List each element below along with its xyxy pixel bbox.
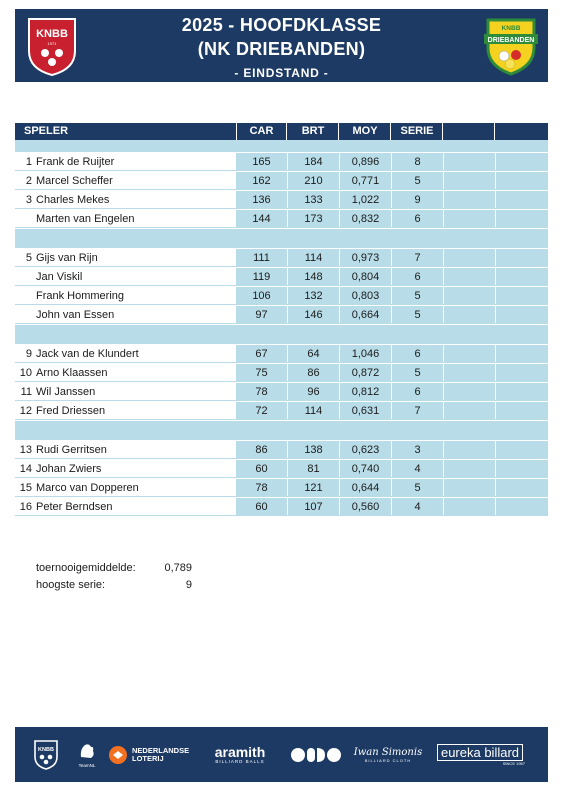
empty-cell <box>444 287 495 304</box>
player-name: Johan Zwiers <box>35 460 235 477</box>
player-car: 60 <box>236 460 287 477</box>
player-car: 162 <box>236 172 287 189</box>
empty-cell <box>496 153 548 170</box>
table-row <box>15 191 548 209</box>
empty-cell <box>444 383 495 400</box>
column-header-moy: MOY <box>340 123 391 140</box>
player-rank: 2 <box>15 172 35 189</box>
knbb-logo-year: 1971 <box>47 41 57 46</box>
empty-cell <box>444 364 495 381</box>
table-row <box>15 364 548 382</box>
player-car: 165 <box>236 153 287 170</box>
player-name: Jan Viskil <box>35 268 235 285</box>
driebanden-logo-text: KNBB <box>501 25 521 32</box>
simonis-label: Iwan Simonis <box>353 746 423 758</box>
player-moy: 0,623 <box>340 441 391 458</box>
player-serie: 4 <box>392 460 443 477</box>
player-rank: 1 <box>15 153 35 170</box>
empty-cell <box>444 460 495 477</box>
teamnl-label: TeamNL <box>78 763 96 768</box>
column-header-car: CAR <box>236 123 287 140</box>
player-serie: 4 <box>392 498 443 515</box>
player-car: 119 <box>236 268 287 285</box>
empty-cell <box>444 210 495 227</box>
player-car: 72 <box>236 402 287 419</box>
empty-cell <box>444 479 495 496</box>
player-moy: 0,832 <box>340 210 391 227</box>
player-brt: 96 <box>288 383 339 400</box>
empty-cell <box>444 345 495 362</box>
player-brt: 121 <box>288 479 339 496</box>
empty-cell <box>496 345 548 362</box>
odco-icon <box>285 727 347 782</box>
simonis-sub: BILLIARD CLOTH <box>364 757 412 763</box>
player-moy: 0,664 <box>340 306 391 323</box>
player-rank: 15 <box>15 479 35 496</box>
player-serie: 6 <box>392 345 443 362</box>
group-spacer <box>15 421 548 440</box>
loterij-icon <box>105 727 193 782</box>
player-name: Marco van Dopperen <box>35 479 235 496</box>
player-car: 86 <box>236 441 287 458</box>
column-header-speler: SPELER <box>24 125 69 137</box>
player-brt: 148 <box>288 268 339 285</box>
table-row <box>15 153 548 171</box>
player-moy: 0,812 <box>340 383 391 400</box>
empty-cell <box>496 287 548 304</box>
player-rank: 11 <box>15 383 35 400</box>
group-spacer <box>15 229 548 248</box>
empty-cell <box>444 153 495 170</box>
empty-cell <box>444 268 495 285</box>
player-rank <box>15 210 35 227</box>
empty-cell <box>496 172 548 189</box>
player-serie: 5 <box>392 172 443 189</box>
table-row <box>15 287 548 305</box>
player-brt: 114 <box>288 249 339 266</box>
player-rank <box>15 287 35 304</box>
player-brt: 138 <box>288 441 339 458</box>
player-moy: 1,046 <box>340 345 391 362</box>
empty-cell <box>496 210 548 227</box>
stat-value: 0,789 <box>164 562 192 574</box>
knbb-logo-text: KNBB <box>36 28 68 40</box>
table-row <box>15 498 548 516</box>
standings-table <box>15 123 548 517</box>
player-moy: 0,740 <box>340 460 391 477</box>
player-car: 67 <box>236 345 287 362</box>
stat-value: 9 <box>185 579 192 591</box>
player-rank: 10 <box>15 364 35 381</box>
player-serie: 9 <box>392 191 443 208</box>
column-header-empty <box>444 123 495 140</box>
player-brt: 107 <box>288 498 339 515</box>
player-name: Peter Berndsen <box>35 498 235 515</box>
player-rank: 3 <box>15 191 35 208</box>
loterij-label: NEDERLANDSE LOTERIJ <box>132 745 190 763</box>
player-brt: 86 <box>288 364 339 381</box>
stat-label: toernooigemiddelde: <box>36 562 136 574</box>
empty-cell <box>496 402 548 419</box>
column-header-brt: BRT <box>288 123 339 140</box>
table-row <box>15 402 548 420</box>
page-title: 2025 - HOOFDKLASSE <box>181 15 382 35</box>
table-row <box>15 460 548 478</box>
player-moy: 1,022 <box>340 191 391 208</box>
table-row <box>15 172 548 190</box>
group-spacer <box>15 140 548 152</box>
player-rank: 14 <box>15 460 35 477</box>
table-body <box>15 140 548 516</box>
empty-cell <box>444 441 495 458</box>
column-header-empty <box>496 123 548 140</box>
player-name: Arno Klaassen <box>35 364 235 381</box>
empty-cell <box>444 249 495 266</box>
player-name: Jack van de Klundert <box>35 345 235 362</box>
player-rank: 12 <box>15 402 35 419</box>
empty-cell <box>496 498 548 515</box>
table-row <box>15 306 548 324</box>
player-name: Marcel Scheffer <box>35 172 235 189</box>
empty-cell <box>496 441 548 458</box>
empty-cell <box>496 479 548 496</box>
table-row <box>15 441 548 459</box>
player-rank: 13 <box>15 441 35 458</box>
player-car: 75 <box>236 364 287 381</box>
player-name: Marten van Engelen <box>35 210 235 227</box>
player-name: Fred Driessen <box>35 402 235 419</box>
player-car: 111 <box>236 249 287 266</box>
knbb-shield-icon <box>29 727 63 782</box>
header-banner <box>15 9 548 82</box>
knbb-footer-text: KNBB <box>38 746 54 753</box>
player-serie: 7 <box>392 402 443 419</box>
player-name: John van Essen <box>35 306 235 323</box>
player-car: 78 <box>236 479 287 496</box>
eureka-sub: SINCE 1957 <box>502 760 525 766</box>
eureka-label: eureka billard <box>437 744 523 761</box>
table-header <box>15 123 548 140</box>
player-rank: 5 <box>15 249 35 266</box>
player-moy: 0,973 <box>340 249 391 266</box>
player-rank: 16 <box>15 498 35 515</box>
table-row <box>15 210 548 228</box>
player-name: Wil Janssen <box>35 383 235 400</box>
player-car: 136 <box>236 191 287 208</box>
column-header-serie: SERIE <box>392 123 443 140</box>
player-serie: 6 <box>392 268 443 285</box>
empty-cell <box>496 306 548 323</box>
player-serie: 3 <box>392 441 443 458</box>
player-brt: 132 <box>288 287 339 304</box>
group-spacer <box>15 325 548 344</box>
player-serie: 8 <box>392 153 443 170</box>
player-rank <box>15 306 35 323</box>
page-subtitle: - EINDSTAND - <box>234 66 329 80</box>
empty-cell <box>496 383 548 400</box>
player-moy: 0,631 <box>340 402 391 419</box>
player-serie: 5 <box>392 287 443 304</box>
aramith-label: aramith <box>214 744 266 760</box>
empty-cell <box>444 306 495 323</box>
page-title-sub: (NK DRIEBANDEN) <box>197 39 366 59</box>
simonis-icon <box>351 727 425 782</box>
player-car: 78 <box>236 383 287 400</box>
player-serie: 6 <box>392 210 443 227</box>
empty-cell <box>444 191 495 208</box>
player-moy: 0,896 <box>340 153 391 170</box>
player-serie: 7 <box>392 249 443 266</box>
empty-cell <box>444 172 495 189</box>
player-serie: 6 <box>392 383 443 400</box>
eureka-icon <box>429 727 531 782</box>
empty-cell <box>496 364 548 381</box>
player-car: 144 <box>236 210 287 227</box>
player-moy: 0,872 <box>340 364 391 381</box>
empty-cell <box>496 460 548 477</box>
player-car: 106 <box>236 287 287 304</box>
player-brt: 133 <box>288 191 339 208</box>
driebanden-banner: DRIEBANDEN <box>487 37 535 44</box>
player-name: Rudi Gerritsen <box>35 441 235 458</box>
driebanden-logo <box>480 14 542 78</box>
player-brt: 81 <box>288 460 339 477</box>
empty-cell <box>496 249 548 266</box>
player-brt: 210 <box>288 172 339 189</box>
stat-label: hoogste serie: <box>36 579 106 591</box>
sponsor-footer <box>15 727 548 782</box>
player-brt: 64 <box>288 345 339 362</box>
player-car: 60 <box>236 498 287 515</box>
player-rank <box>15 268 35 285</box>
player-car: 97 <box>236 306 287 323</box>
player-brt: 173 <box>288 210 339 227</box>
player-brt: 184 <box>288 153 339 170</box>
player-rank: 9 <box>15 345 35 362</box>
table-row <box>15 383 548 401</box>
table-row <box>15 479 548 497</box>
player-name: Frank Hommering <box>35 287 235 304</box>
empty-cell <box>444 498 495 515</box>
player-name: Charles Mekes <box>35 191 235 208</box>
player-name: Frank de Ruijter <box>35 153 235 170</box>
aramith-sub: BILLIARD BALLS <box>215 759 265 764</box>
empty-cell <box>496 191 548 208</box>
player-moy: 0,644 <box>340 479 391 496</box>
player-moy: 0,804 <box>340 268 391 285</box>
player-name: Gijs van Rijn <box>35 249 235 266</box>
player-moy: 0,560 <box>340 498 391 515</box>
player-serie: 5 <box>392 306 443 323</box>
aramith-icon <box>199 727 281 782</box>
table-row <box>15 345 548 363</box>
player-brt: 114 <box>288 402 339 419</box>
empty-cell <box>444 402 495 419</box>
player-serie: 5 <box>392 364 443 381</box>
empty-cell <box>496 268 548 285</box>
player-brt: 146 <box>288 306 339 323</box>
player-moy: 0,771 <box>340 172 391 189</box>
table-row <box>15 268 548 286</box>
player-serie: 5 <box>392 479 443 496</box>
player-moy: 0,803 <box>340 287 391 304</box>
table-row <box>15 249 548 267</box>
teamnl-lion-icon <box>69 727 105 782</box>
